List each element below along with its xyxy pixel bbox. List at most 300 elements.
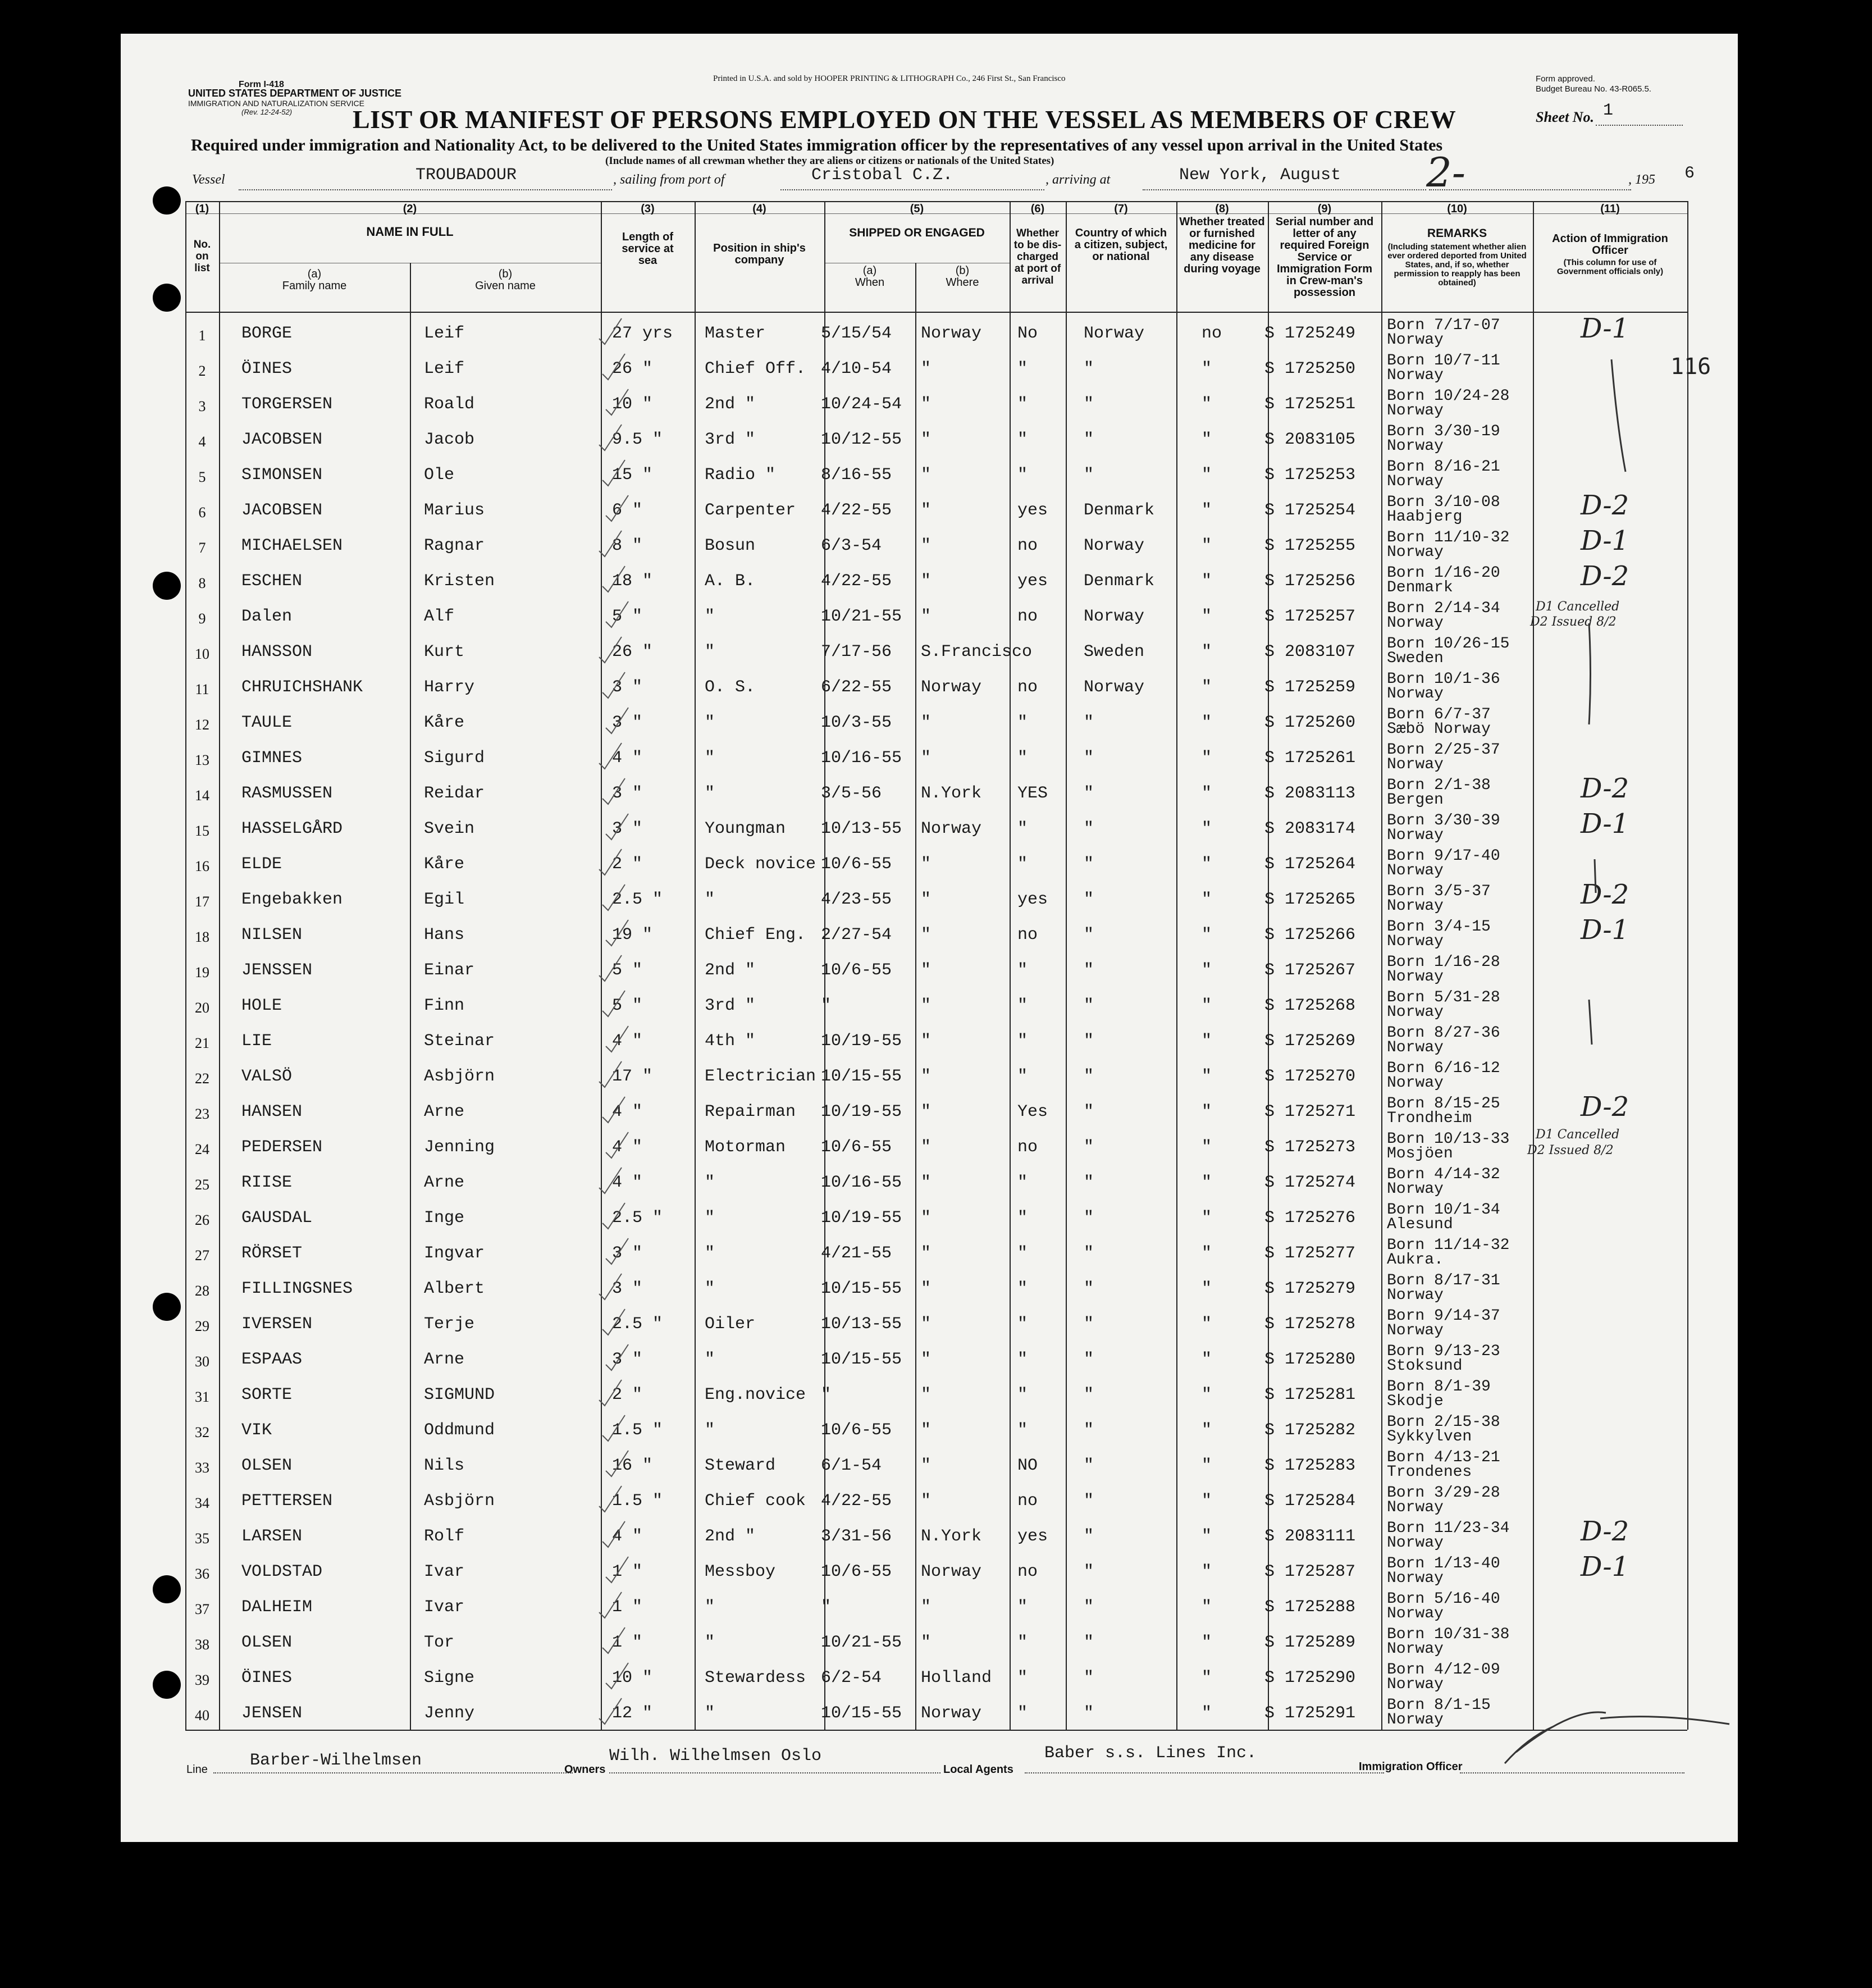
cell-serial: S 2083111 [1264,1527,1356,1546]
cell-medicine: " [1202,642,1212,662]
margin-number: 116 [1670,354,1711,380]
check-mark [606,1663,628,1689]
cell-position: " [705,784,715,803]
cell-given: Albert [424,1279,485,1298]
cell-remark-birth: Born 10/1-34 [1387,1201,1500,1219]
cell-service: 4 " [612,1138,643,1157]
cell-remark-birth: Born 3/10-08 [1387,494,1500,511]
row-number: 38 [195,1636,209,1653]
cell-where: " [921,1315,932,1334]
cell-family: GAUSDAL [241,1209,313,1228]
cell-given: Arne [424,1350,465,1369]
cell-action: D-2 [1581,560,1629,592]
cell-medicine: " [1202,1492,1212,1511]
cell-when: 10/24-54 [821,395,902,414]
cell-remark-birth: Born 3/4-15 [1387,918,1491,936]
cell-discharge: " [1017,1668,1028,1688]
cell-remark-place: Norway [1387,1676,1444,1693]
check-mark [602,778,625,804]
row-number: 12 [195,717,209,733]
cell-action: D-2 [1581,1516,1629,1547]
cell-when: 10/19-55 [821,1209,902,1228]
cell-serial: S 1725268 [1264,996,1356,1015]
check-mark [602,1415,625,1441]
cell-remark-place: Sykkylven [1387,1428,1472,1446]
cell-action: D-2 [1581,773,1629,804]
cell-given: Hans [424,925,465,945]
cell-given: Jenning [424,1138,495,1157]
cell-given: Terje [424,1315,475,1334]
cell-where: " [921,607,932,626]
cell-position: Steward [705,1456,776,1475]
cell-service: 10 " [612,1668,653,1688]
cell-remark-place: Alesund [1387,1216,1453,1233]
cell-serial: S 1725290 [1264,1668,1356,1688]
cell-country: " [1084,890,1094,909]
cell-medicine: " [1202,819,1212,838]
cell-family: HASSELGÅRD [241,819,343,838]
cell-medicine: " [1202,1385,1212,1405]
cell-serial: S 2083113 [1264,784,1356,803]
cell-given: Arne [424,1102,465,1121]
check-mark [606,1557,628,1583]
cell-where: " [921,1385,932,1405]
cell-remark-place: Norway [1387,1322,1444,1339]
col5-header: SHIPPED OR ENGAGED [849,226,985,239]
cell-when: 10/16-55 [821,749,902,768]
col9-number: (9) [1317,203,1332,215]
sheet-label: Sheet No. [1536,109,1594,125]
cell-given: Roald [424,395,475,414]
cell-where: " [921,713,932,732]
cell-position: " [705,607,715,626]
cell-country: " [1084,855,1094,874]
cell-when: 4/21-55 [821,1244,892,1263]
cell-country: " [1084,749,1094,768]
cell-position: Electrician [705,1067,816,1086]
cell-remark-place: Norway [1387,1570,1444,1587]
cell-position: Stewardess [705,1668,806,1688]
cell-when: 5/15/54 [821,324,892,343]
cell-remark-place: Norway [1387,756,1444,773]
cell-remark-birth: Born 6/16-12 [1387,1060,1500,1077]
cell-when: " [821,996,832,1015]
check-mark [599,318,622,344]
cell-service: 5 " [612,607,643,626]
cell-when: 4/22-55 [821,572,892,591]
cell-when: " [821,1385,832,1405]
cell-family: NILSEN [241,925,303,945]
cell-given: Leif [424,359,465,379]
cell-position: Youngman [705,819,786,838]
row-number: 6 [198,504,206,521]
cell-service: 18 " [612,572,653,591]
cell-country: " [1084,1421,1094,1440]
manifest-title: LIST OR MANIFEST OF PERSONS EMPLOYED ON THE VESSEL AS MEMBERS OF CREW [353,105,1456,134]
cell-action: D-1 [1581,1551,1629,1583]
agents-value: Baber s.s. Lines Inc. [1044,1744,1257,1763]
cell-given: Harry [424,678,475,697]
check-mark [602,1203,625,1229]
cell-serial: S 1725287 [1264,1562,1356,1581]
cell-action: D-2 [1581,879,1629,910]
check-mark [602,1627,625,1653]
cell-country: Denmark [1084,572,1155,591]
row-number: 22 [195,1070,209,1087]
cell-country: " [1084,1527,1094,1546]
cell-serial: S 1725273 [1264,1138,1356,1157]
cell-where: " [921,996,932,1015]
cell-service: 10 " [612,395,653,414]
cell-service: 2 " [612,1385,643,1405]
row-number: 21 [195,1035,209,1051]
owners-value: Wilh. Wilhelmsen Oslo [609,1747,822,1766]
cell-country: Denmark [1084,501,1155,520]
cell-given: Ivar [424,1562,465,1581]
col8-number: (8) [1215,203,1229,215]
vessel-label: Vessel [192,172,225,187]
cell-medicine: " [1202,1562,1212,1581]
row-number: 7 [198,540,206,556]
cell-family: DALHEIM [241,1598,313,1617]
cell-given: Svein [424,819,475,838]
row-number: 3 [198,398,206,414]
cell-given: Steinar [424,1032,495,1051]
cell-family: VALSÖ [241,1067,293,1086]
cell-action: D-1 [1581,525,1629,557]
cell-remark-place: Trondenes [1387,1463,1472,1481]
cell-serial: S 1725261 [1264,749,1356,768]
cell-remark-birth: Born 8/17-31 [1387,1272,1500,1289]
cell-remark-place: Denmark [1387,579,1453,596]
cell-position: " [705,1633,715,1652]
cell-family: OLSEN [241,1633,293,1652]
cell-where: " [921,1209,932,1228]
cell-discharge: NO [1017,1456,1038,1475]
cell-serial: S 2083105 [1264,430,1356,449]
cell-discharge: yes [1017,1527,1048,1546]
cell-family: RIISE [241,1173,293,1192]
cell-remark-birth: Born 2/1-38 [1387,777,1491,794]
cell-position: A. B. [705,572,756,591]
cell-country: " [1084,466,1094,485]
cell-medicine: " [1202,1067,1212,1086]
cell-remark-birth: Born 10/7-11 [1387,352,1500,370]
check-mark [602,460,625,486]
cell-when: 4/23-55 [821,890,892,909]
col10-subheader: (Including statement whether alien ever ordered deported from United States, and, if so, whether permission to reapply has been obtained) [1387,242,1527,288]
cell-serial: S 1725283 [1264,1456,1356,1475]
cell-medicine: " [1202,996,1212,1015]
cell-remark-place: Bergen [1387,791,1444,809]
check-mark [599,1061,622,1087]
cell-where: " [921,1456,932,1475]
cell-service: 3 " [612,819,643,838]
cell-country: " [1084,1598,1094,1617]
cell-when: 10/12-55 [821,430,902,449]
form-number: Form I-418 [239,80,284,89]
cell-serial: S 1725279 [1264,1279,1356,1298]
form-revision: (Rev. 12-24-52) [241,108,293,116]
cell-discharge: " [1017,1067,1028,1086]
cell-when: 10/15-55 [821,1350,902,1369]
cell-where: N.York [921,1527,982,1546]
cell-remark-place: Norway [1387,862,1444,879]
cell-when: 7/17-56 [821,642,892,662]
cell-discharge: " [1017,1173,1028,1192]
cell-remark-place: Trondheim [1387,1110,1472,1127]
cell-when: 10/15-55 [821,1279,902,1298]
row-number: 14 [195,787,209,804]
cell-remark-birth: Born 10/26-15 [1387,635,1510,653]
cell-remark-place: Norway [1387,1039,1444,1056]
cell-country: " [1084,1279,1094,1298]
cell-service: 1 " [612,1598,643,1617]
row-number: 29 [195,1318,209,1334]
cell-medicine: " [1202,1704,1212,1723]
cell-remark-place: Norway [1387,933,1444,950]
col1-header: No. on list [193,239,211,274]
cell-country: Sweden [1084,642,1145,662]
cell-given: Kurt [424,642,465,662]
check-mark [599,1486,622,1512]
cell-remark-place: Norway [1387,1534,1444,1552]
cell-remark-place: Norway [1387,1605,1444,1622]
cell-discharge: no [1017,1138,1038,1157]
cell-remark-place: Mosjöen [1387,1145,1453,1162]
cell-medicine: " [1202,678,1212,697]
cell-serial: S 1725259 [1264,678,1356,697]
arriving-label: , arriving at [1045,172,1111,187]
cell-family: CHRUICHSHANK [241,678,363,697]
cell-position: Chief cook [705,1492,806,1511]
row-number: 40 [195,1707,209,1723]
cell-remark-place: Norway [1387,402,1444,420]
cell-position: O. S. [705,678,756,697]
row-number: 17 [195,893,209,910]
col6-number: (6) [1030,203,1045,215]
check-mark [599,531,622,557]
cell-country: " [1084,1138,1094,1157]
cell-where: " [921,961,932,980]
row-number: 18 [195,929,209,945]
cell-family: MICHAELSEN [241,536,343,555]
cell-medicine: " [1202,1102,1212,1121]
cell-where: " [921,1067,932,1086]
col5-number: (5) [910,203,924,215]
row-number: 8 [198,575,206,591]
col9-header: Serial number and letter of any required Foreign Service or Immigration Form in Crew-man's possession [1275,216,1374,299]
cell-discharge: " [1017,359,1028,379]
col5b-header: (b) Where [946,265,979,289]
row-number: 13 [195,752,209,768]
cell-serial: S 1725256 [1264,572,1356,591]
cell-where: Holland [921,1668,992,1688]
col4-number: (4) [752,203,766,215]
check-mark [602,1309,625,1335]
cell-given: Kåre [424,713,465,732]
cell-remark-place: Norway [1387,437,1444,455]
cell-country: " [1084,1456,1094,1475]
cell-discharge: " [1017,1350,1028,1369]
cell-discharge: " [1017,961,1028,980]
cell-when: " [821,1598,832,1617]
cell-serial: S 2083107 [1264,642,1356,662]
cell-position: " [705,642,715,662]
cell-service: 6 " [612,501,643,520]
col11-header: Action of Immigration Officer [1552,232,1668,257]
cell-remark-place: Norway [1387,1711,1444,1729]
cell-where: Norway [921,678,982,697]
row-number: 15 [195,823,209,839]
cell-serial: S 1725249 [1264,324,1356,343]
check-mark [606,1344,628,1370]
department-name: UNITED STATES DEPARTMENT OF JUSTICE [188,88,402,99]
cell-medicine: " [1202,855,1212,874]
cell-position: 4th " [705,1032,756,1051]
cell-given: Alf [424,607,455,626]
cell-when: 4/22-55 [821,1492,892,1511]
cancelled-note: D1 Cancelled [1536,600,1620,614]
cell-serial: S 1725270 [1264,1067,1356,1086]
cell-given: Tor [424,1633,455,1652]
cell-service: 1 " [612,1633,643,1652]
check-mark [602,991,625,1016]
cell-where: " [921,1173,932,1192]
cell-service: 17 " [612,1067,653,1086]
cell-serial: S 1725264 [1264,855,1356,874]
cell-remark-place: Norway [1387,473,1444,490]
cell-where: " [921,1102,932,1121]
col1-number: (1) [195,203,209,215]
cell-given: Egil [424,890,465,909]
cell-service: 5 " [612,996,643,1015]
cell-country: Norway [1084,678,1145,697]
cell-serial: S 1725253 [1264,466,1356,485]
cell-family: Dalen [241,607,293,626]
cell-service: 2 " [612,855,643,874]
cell-country: " [1084,961,1094,980]
check-mark [602,566,625,592]
cell-family: VIK [241,1421,272,1440]
cell-when: 3/5-56 [821,784,882,803]
cell-remark-place: Norway [1387,827,1444,844]
cell-given: Reidar [424,784,485,803]
cell-where: S.Francisco [921,642,1033,662]
agents-label: Local Agents [943,1763,1013,1776]
cell-serial: S 1725277 [1264,1244,1356,1263]
cell-remark-birth: Born 3/5-37 [1387,883,1491,900]
cell-remark-birth: Born 9/14-37 [1387,1307,1500,1325]
cell-where: " [921,501,932,520]
cell-remark-place: Norway [1387,1499,1444,1516]
cell-discharge: no [1017,1562,1038,1581]
vessel-name: TROUBADOUR [416,166,517,185]
cell-given: Signe [424,1668,475,1688]
cell-discharge: " [1017,713,1028,732]
cell-given: Ole [424,466,455,485]
cell-country: " [1084,359,1094,379]
cell-when: 10/6-55 [821,1421,892,1440]
cell-serial: S 1725251 [1264,395,1356,414]
cell-remark-birth: Born 3/30-39 [1387,812,1500,829]
cell-country: " [1084,1244,1094,1263]
cell-remark-birth: Born 8/16-21 [1387,458,1500,476]
cell-medicine: " [1202,749,1212,768]
cell-discharge: " [1017,1385,1028,1405]
cell-remark-birth: Born 10/1-36 [1387,671,1500,688]
row-number: 10 [195,646,209,662]
cell-remark-place: Aukra. [1387,1251,1444,1269]
cell-country: " [1084,430,1094,449]
cell-medicine: " [1202,1315,1212,1334]
cell-serial: S 1725254 [1264,501,1356,520]
cell-where: Norway [921,1562,982,1581]
cell-given: Ingvar [424,1244,485,1263]
cell-country: " [1084,1173,1094,1192]
row-number: 26 [195,1212,209,1228]
cell-remark-birth: Born 8/27-36 [1387,1024,1500,1042]
year-label: , 195 [1628,172,1655,187]
col4-header: Position in ship's company [713,242,806,266]
cell-medicine: " [1202,1032,1212,1051]
cell-given: Marius [424,501,485,520]
cell-serial: S 1725276 [1264,1209,1356,1228]
cell-country: " [1084,1102,1094,1121]
col7-number: (7) [1114,203,1128,215]
col7-header: Country of which a citizen, subject, or national [1074,227,1168,263]
cell-medicine: " [1202,961,1212,980]
cell-remark-birth: Born 11/14-32 [1387,1237,1510,1254]
cell-serial: S 1725278 [1264,1315,1356,1334]
cell-discharge: " [1017,749,1028,768]
row-number: 25 [195,1177,209,1193]
cell-when: 6/22-55 [821,678,892,697]
cell-family: FILLINGSNES [241,1279,353,1298]
cell-service: 3 " [612,678,643,697]
check-mark [602,1521,625,1547]
form-approved: Form approved. [1536,74,1595,84]
check-mark [599,1168,622,1193]
cell-when: 6/3-54 [821,536,882,555]
cell-serial: S 1725250 [1264,359,1356,379]
cell-service: 4 " [612,1102,643,1121]
cell-where: " [921,1032,932,1051]
cell-service: 12 " [612,1704,653,1723]
cell-service: 3 " [612,1244,643,1263]
cell-remark-birth: Born 10/31-38 [1387,1626,1510,1643]
cell-medicine: " [1202,1173,1212,1192]
cell-remark-place: Norway [1387,685,1444,703]
col2-number: (2) [403,203,417,215]
cell-when: 10/21-55 [821,1633,902,1652]
cell-medicine: " [1202,1527,1212,1546]
cell-position: Eng.novice [705,1385,806,1405]
cell-when: 8/16-55 [821,466,892,485]
cell-country: " [1084,1315,1094,1334]
cell-family: ESCHEN [241,572,303,591]
cell-where: " [921,466,932,485]
cell-discharge: " [1017,1633,1028,1652]
cell-remark-place: Norway [1387,1004,1444,1021]
cell-medicine: " [1202,1244,1212,1263]
officer-label: Immigration Officer [1359,1761,1463,1773]
issued-note: D2 Issued 8/2 [1527,1143,1614,1157]
cell-remark-place: Stoksund [1387,1357,1463,1375]
cell-when: 10/13-55 [821,819,902,838]
cell-medicine: " [1202,430,1212,449]
cell-service: 2.5 " [612,890,663,909]
